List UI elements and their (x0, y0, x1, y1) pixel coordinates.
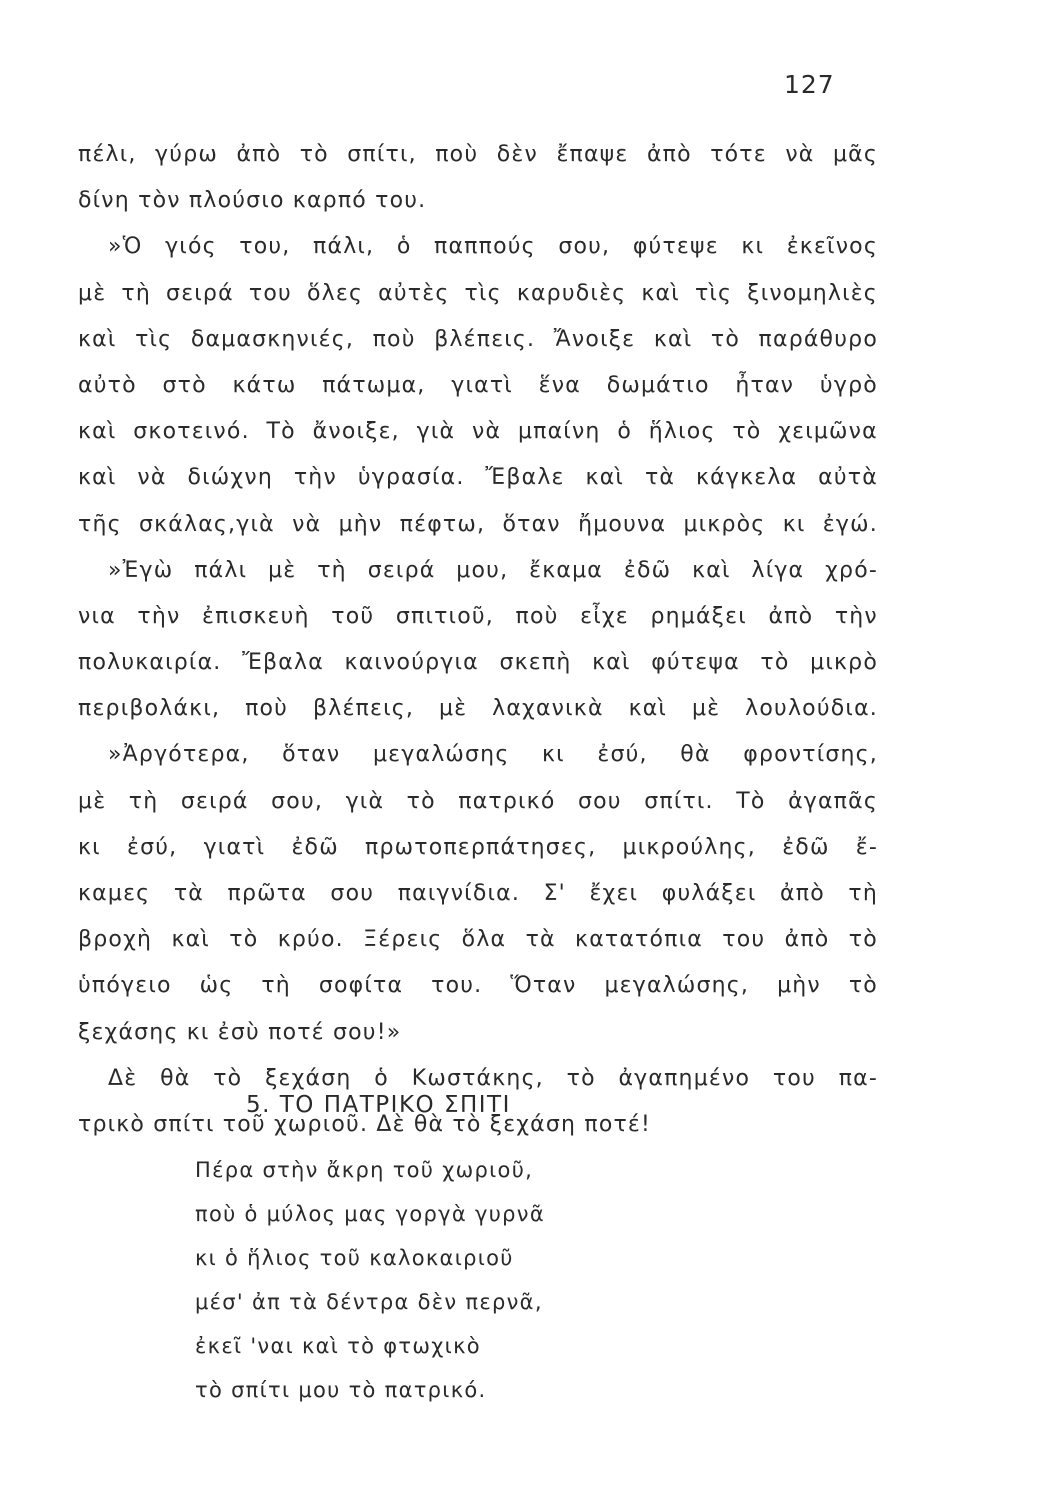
prose-line: βροχὴ καὶ τὸ κρύο. Ξέρεις ὅλα τὰ κατατόπια του ἀπὸ τὸ (78, 927, 878, 953)
prose-line: τρικὸ σπίτι τοῦ χωριοῦ. Δὲ θὰ τὸ ξεχάση ποτέ! (78, 1111, 652, 1137)
prose-line: καμες τὰ πρῶτα σου παιγνίδια. Σ' ἔχει φυλάξει ἀπὸ τὴ (78, 881, 878, 906)
prose-line: πολυκαιρία. Ἔβαλα καινούργια σκεπὴ καὶ φύτεψα τὸ μικρὸ (78, 650, 878, 676)
prose-line: καὶ νὰ διώχνη τὴν ὑγρασία. Ἔβαλε καὶ τὰ κάγκελα αὐτὰ (78, 465, 878, 491)
poem (195, 1148, 545, 1412)
poem-line: μέσ' ἀπ τὰ δέντρα δὲν περνᾶ, (195, 1290, 543, 1314)
prose-line: τῆς σκάλας,γιὰ νὰ μὴν πέφτω, ὅταν ἤμουνα μικρὸς κι ἐγώ. (78, 511, 878, 537)
prose-line: »Ἐγὼ πάλι μὲ τὴ σειρά μου, ἔκαμα ἐδῶ καὶ λίγα χρό- (108, 557, 878, 583)
prose-line: καὶ τὶς δαμασκηνιές, ποὺ βλέπεις. Ἄνοιξε καὶ τὸ παράθυρο (78, 326, 878, 352)
prose-line: »Ὁ γιός του, πάλι, ὁ παππούς σου, φύτεψε κι ἐκεῖνος (108, 234, 878, 260)
prose-line: δίνη τὸν πλούσιο καρπό του. (78, 188, 427, 214)
poem-line: κι ὁ ἥλιος τοῦ καλοκαιριοῦ (195, 1246, 514, 1270)
prose-line: αὐτὸ στὸ κάτω πάτωμα, γιατὶ ἕνα δωμάτιο ἦταν ὑγρὸ (78, 372, 878, 398)
poem-line: τὸ σπίτι μου τὸ πατρικό. (195, 1378, 487, 1402)
poem-line: Πέρα στὴν ἄκρη τοῦ χωριοῦ, (195, 1158, 534, 1182)
prose-line: καὶ σκοτεινό. Τὸ ἄνοιξε, γιὰ νὰ μπαίνη ὁ ἥλιος τὸ χειμῶνα (78, 419, 878, 445)
prose-line: νια τὴν ἐπισκευὴ τοῦ σπιτιοῦ, ποὺ εἶχε ρημάξει ἀπὸ τὴν (78, 603, 878, 629)
prose-line: Δὲ θὰ τὸ ξεχάση ὁ Κωστάκης, τὸ ἀγαπημένο του πα- (108, 1065, 878, 1091)
poem-line: ποὺ ὁ μύλος μας γοργὰ γυρνᾶ (195, 1202, 545, 1226)
prose-line: πέλι, γύρω ἀπὸ τὸ σπίτι, ποὺ δὲν ἔπαψε ἀπὸ τότε νὰ μᾶς (78, 142, 878, 167)
prose-line: μὲ τὴ σειρά σου, γιὰ τὸ πατρικό σου σπίτι. Τὸ ἀγαπᾶς (78, 788, 878, 814)
prose-line: ὑπόγειο ὡς τὴ σοφίτα του. Ὅταν μεγαλώσης, μὴν τὸ (78, 973, 878, 999)
prose-line: κι ἐσύ, γιατὶ ἐδῶ πρωτοπερπάτησες, μικρούλης, ἐδῶ ἔ- (78, 834, 878, 860)
prose-line: περιβολάκι, ποὺ βλέπεις, μὲ λαχανικὰ καὶ μὲ λουλούδια. (78, 696, 878, 722)
poem-line: ἐκεῖ 'ναι καὶ τὸ φτωχικὸ (195, 1334, 481, 1358)
prose-text (78, 132, 878, 1148)
prose-line: ξεχάσης κι ἐσὺ ποτέ σου!» (78, 1019, 402, 1045)
prose-line: μὲ τὴ σειρά του ὅλες αὐτὲς τὶς καρυδιὲς καὶ τὶς ξινομηλιὲς (78, 280, 878, 306)
page-number: 127 (784, 70, 835, 99)
prose-line: »Ἀργότερα, ὅταν μεγαλώσης κι ἐσύ, θὰ φροντίσης, (108, 742, 878, 768)
section-title: 5. ΤΟ ΠΑΤΡΙΚΟ ΣΠΙΤΙ (246, 1092, 511, 1118)
